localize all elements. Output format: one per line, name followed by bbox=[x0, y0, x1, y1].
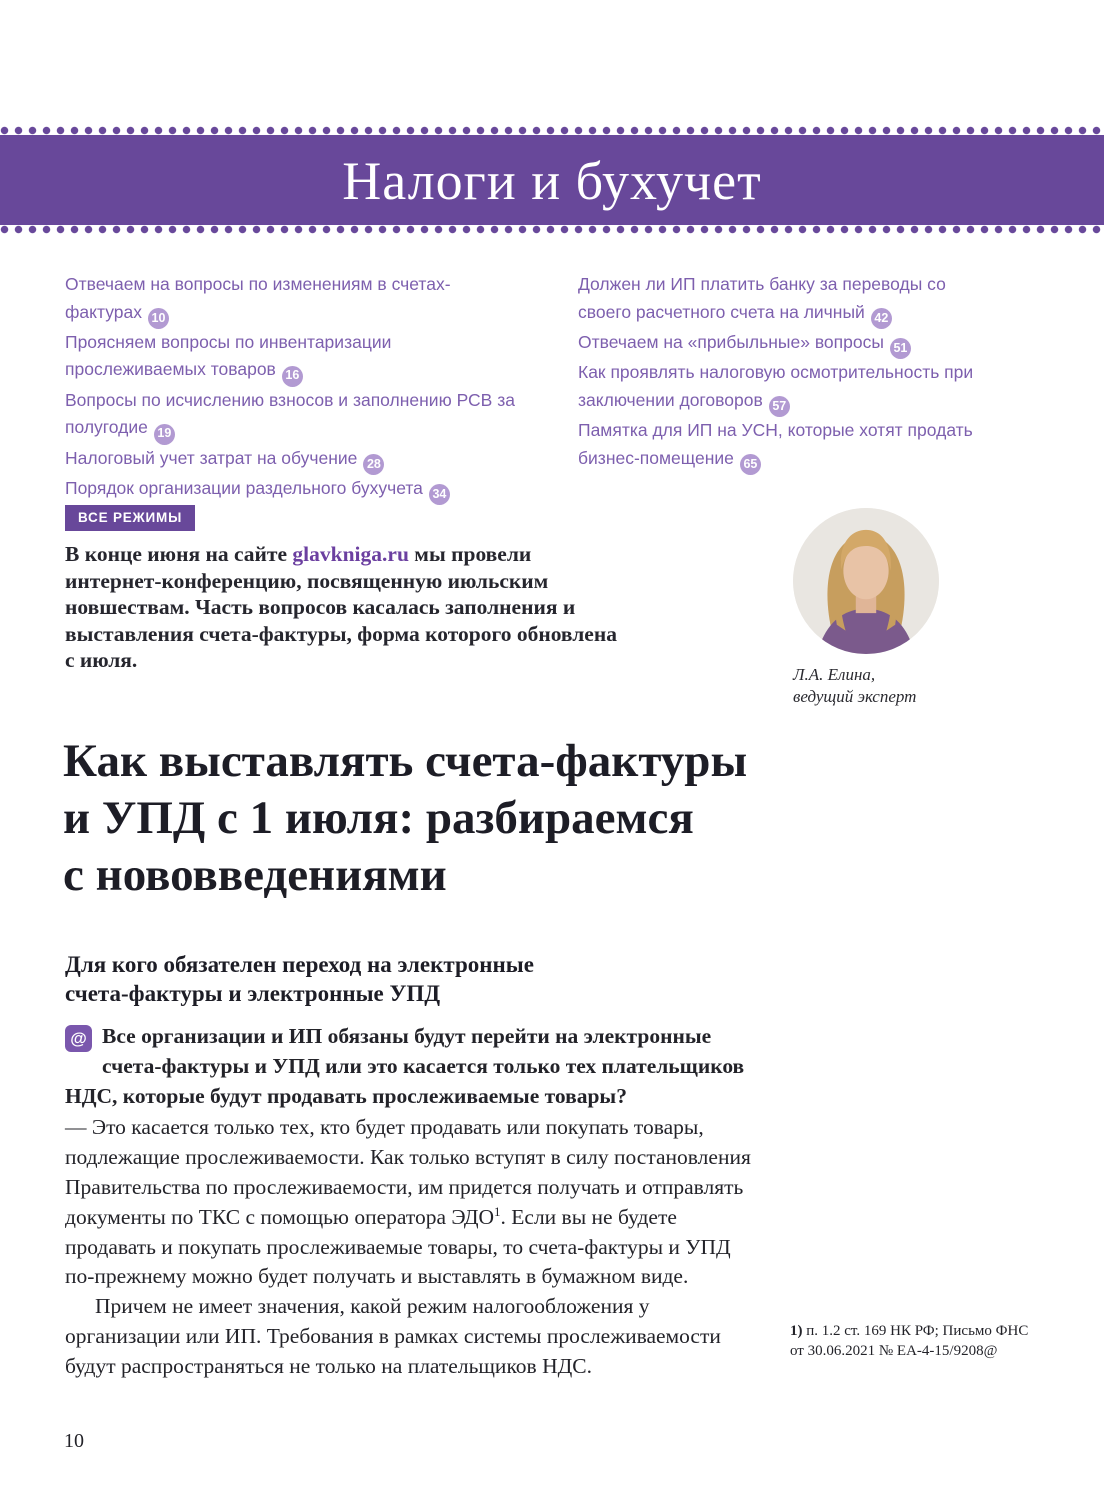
answer-paragraph bbox=[65, 1113, 757, 1292]
author-photo bbox=[793, 508, 939, 654]
at-question-icon: @ bbox=[65, 1025, 92, 1052]
section-subhead bbox=[65, 950, 765, 1008]
page-number: 10 bbox=[64, 1430, 84, 1452]
toc-item[interactable] bbox=[578, 359, 978, 417]
toc-page-badge: 19 bbox=[154, 424, 175, 445]
toc-item[interactable] bbox=[578, 271, 978, 329]
footnote-marker: 1) bbox=[790, 1323, 803, 1339]
toc-item-text: Порядок организации раздельного бухучета bbox=[65, 477, 423, 498]
toc-item-text: Памятка для ИП на УСН, которые хотят продать бизнес-помещение bbox=[578, 420, 973, 468]
section-title: Налоги и бухучет bbox=[342, 151, 762, 211]
toc-page-badge: 65 bbox=[740, 454, 761, 475]
author-portrait-icon bbox=[793, 508, 939, 654]
headline-line: с нововведениями bbox=[63, 849, 447, 901]
toc-item[interactable] bbox=[65, 329, 525, 387]
headline-line: и УПД с 1 июля: разбираемся bbox=[63, 792, 694, 844]
toc-item[interactable] bbox=[578, 417, 978, 475]
headline-line: Как выставлять счета-фактуры bbox=[63, 735, 748, 787]
toc-item-text: Вопросы по исчислению взносов и заполнению РСВ за полугодие bbox=[65, 389, 515, 438]
subhead-line: Для кого обязателен переход на электронные bbox=[65, 952, 534, 977]
toc-page-badge: 42 bbox=[871, 308, 892, 329]
toc-item[interactable] bbox=[65, 387, 525, 445]
footnote-text: п. 1.2 ст. 169 НК РФ; Письмо ФНС от 30.06.2021 № ЕА-4-15/9208@ bbox=[790, 1323, 1029, 1359]
toc-left-column bbox=[65, 271, 525, 505]
toc-item[interactable] bbox=[65, 445, 525, 475]
toc-item[interactable] bbox=[65, 271, 525, 329]
toc-item-text: Как проявлять налоговую осмотрительность при заключении договоров bbox=[578, 362, 974, 410]
answer-text-part2: . Если вы не будете продавать и покупать прослеживаемые товары, то счета-фактуры и УПД по-прежнему можно будет получать и выставлять в бумажном виде. bbox=[65, 1204, 731, 1289]
toc-item-text: Должен ли ИП платить банку за переводы со своего расчетного счета на личный bbox=[578, 274, 946, 322]
answer-paragraph-2: Причем не имеет значения, какой режим налогообложения у организации или ИП. Требования в рамках системы прослеживаемости будут распространяться не только на плательщиков НДС. bbox=[65, 1294, 721, 1378]
toc-page-badge: 57 bbox=[769, 396, 790, 417]
section-header-band bbox=[0, 135, 1104, 225]
toc-item-text: Налоговый учет затрат на обучение bbox=[65, 447, 358, 468]
toc-right-column bbox=[578, 271, 978, 475]
toc-item[interactable] bbox=[578, 329, 978, 359]
article-headline bbox=[63, 733, 963, 904]
glavkniga-link[interactable]: glavkniga.ru bbox=[292, 542, 409, 566]
question-text: Все организации и ИП обязаны будут перейти на электронные счета-фактуры и УПД или это касается только тех плательщиков НДС, которые будут продавать прослеживаемые товары? bbox=[65, 1024, 745, 1108]
intro-text-after: мы провели интернет-конференцию, посвященную июльским новшествам. Часть вопросов касалась заполнения и выставления счета-фактуры, форма которого обновлена с июля. bbox=[65, 542, 617, 673]
author-caption bbox=[793, 664, 1013, 707]
toc-page-badge: 34 bbox=[429, 484, 450, 505]
intro-paragraph bbox=[65, 541, 625, 674]
toc-page-badge: 10 bbox=[148, 308, 169, 329]
footnote-ref: 1 bbox=[494, 1203, 501, 1219]
answer-text-part1: — Это касается только тех, кто будет продавать или покупать товары, подлежащие прослеживаемости. Как только вступят в силу постановления Правительства по прослеживаемости, им придется получать и отправлять документы по ТКС с помощью оператора ЭДО bbox=[65, 1115, 751, 1229]
regime-badge: ВСЕ РЕЖИМЫ bbox=[65, 505, 195, 531]
intro-text-before: В конце июня на сайте bbox=[65, 542, 293, 566]
margin-footnote bbox=[790, 1322, 1030, 1362]
toc-page-badge: 16 bbox=[282, 366, 303, 387]
question-paragraph bbox=[65, 1022, 757, 1111]
toc-item[interactable] bbox=[65, 475, 525, 505]
toc-item-text: Отвечаем на «прибыльные» вопросы bbox=[578, 331, 884, 352]
author-name: Л.А. Елина, bbox=[793, 665, 876, 684]
subhead-line: счета-фактуры и электронные УПД bbox=[65, 981, 441, 1006]
toc-item-text: Проясняем вопросы по инвентаризации прослеживаемых товаров bbox=[65, 331, 392, 380]
author-role: ведущий эксперт bbox=[793, 686, 917, 706]
toc-item-text: Отвечаем на вопросы по изменениям в счетах-фактурах bbox=[65, 274, 451, 322]
article-body bbox=[65, 1022, 757, 1382]
toc-page-badge: 51 bbox=[890, 338, 911, 359]
toc-page-badge: 28 bbox=[363, 454, 384, 475]
